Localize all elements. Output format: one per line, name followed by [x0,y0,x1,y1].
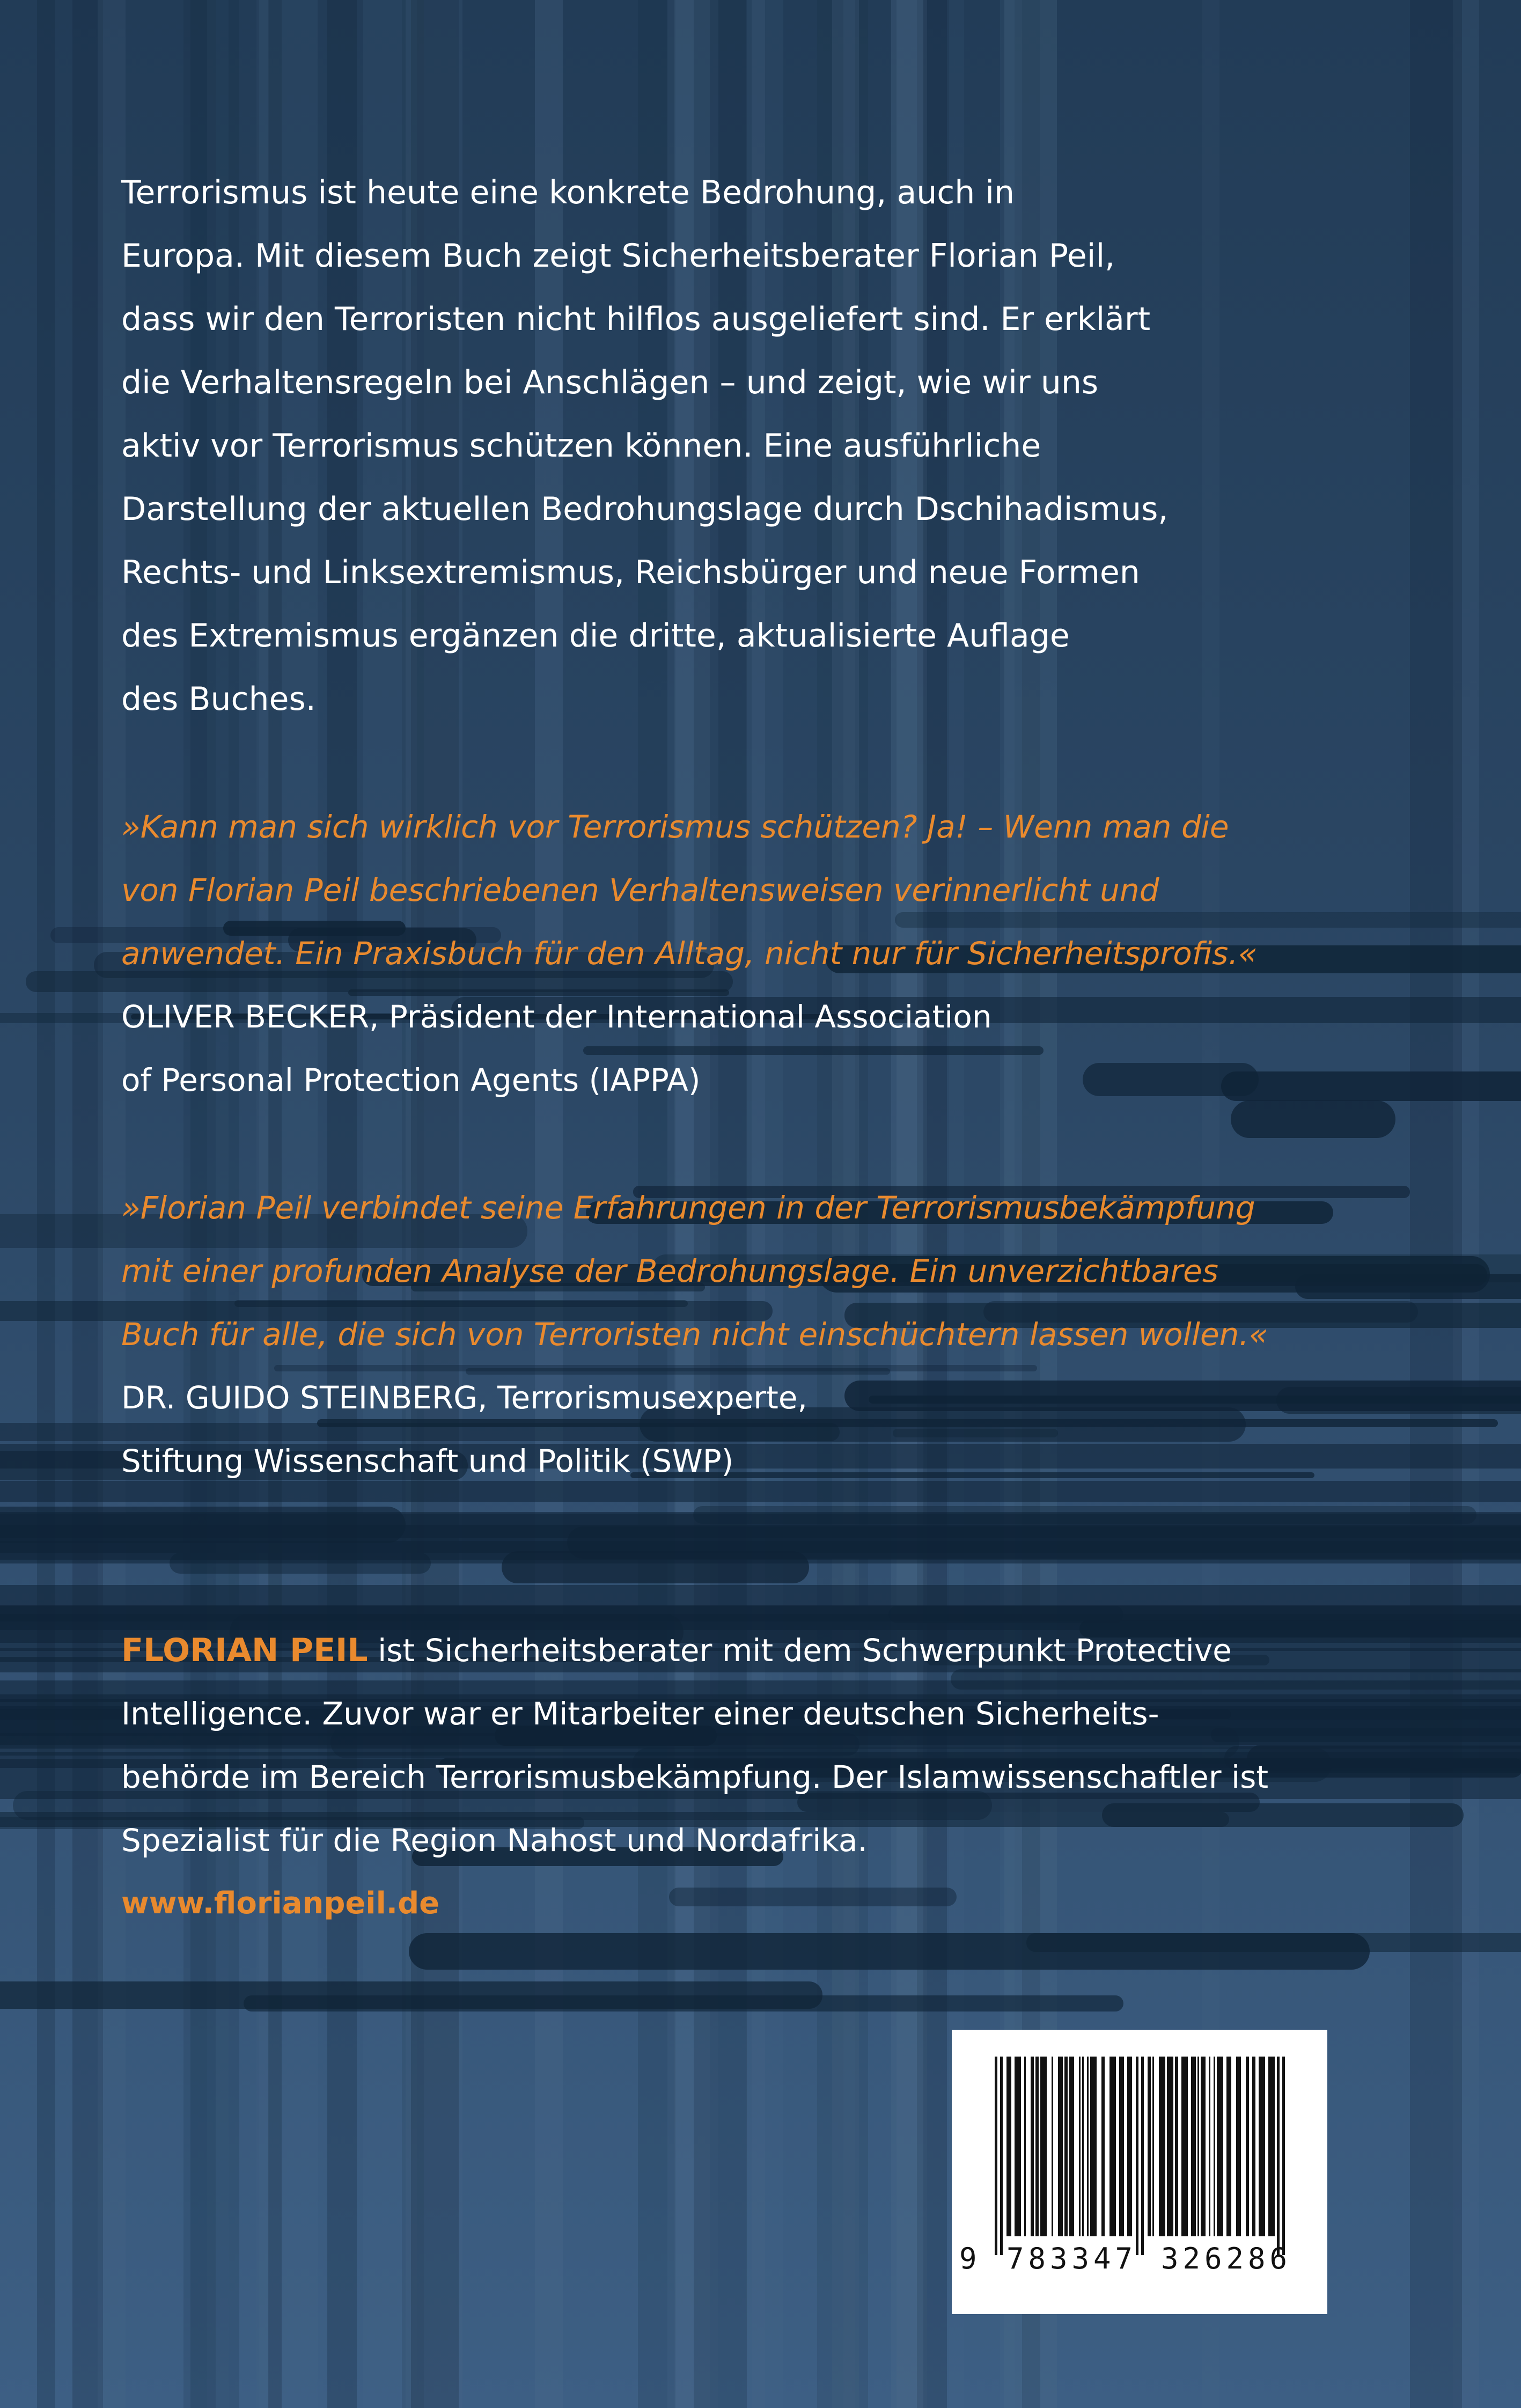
barcode-bar [1090,2057,1097,2236]
isbn-barcode [952,2030,1327,2314]
quote-2 [121,1176,1409,1493]
barcode-bar [1024,2057,1026,2236]
barcode-bar [1252,2057,1255,2236]
author-bio-text: ist Sicherheitsberater mit dem Schwerpunkt Protective Intelligence. Zuvor war er Mitarbeiter einer deutschen Sicherheits- behörde im Bereich Terrorismusbekämpfung. Der Islamwissenschaftler ist Spezialist für die Region Nahost und Nordafrika. [121,1632,1269,1859]
quote-1-text: »Kann man sich wirklich vor Terrorismus schützen? Ja! – Wenn man die von Florian Peil beschriebenen Verhaltensweisen verinnerlicht und anwendet. Ein Praxisbuch für den Alltag, nicht nur für Sicherheitsprofis.« [121,809,1258,972]
barcode-bar [995,2057,997,2255]
book-blurb: Terrorismus ist heute eine konkrete Bedrohung, auch in Europa. Mit diesem Buch zeigt Sicherheitsberater Florian Peil, dass wir den Terroristen nicht hilflos ausgeliefert sind. Er erklärt die Verhaltensregeln bei Anschlägen – und zeigt, wie wir uns aktiv vor Terrorismus schützen können. Eine ausführliche Darstellung der aktuellen Bedrohungslage durch Dschihadismus, Rechts- und Linksextremismus, Reichsbürger und neue Formen des Extremismus ergänzen die dritte, aktualisierte Auflage des Buches. [121,174,1169,718]
barcode-bar [1082,2057,1084,2236]
barcode-bar [1040,2057,1047,2236]
barcode-bar [1058,2057,1063,2236]
barcode-bar [1181,2057,1188,2236]
barcode-bar [1201,2057,1206,2236]
isbn-right-digits: 326286 [1161,2242,1292,2275]
horizontal-brush-stroke [1026,1933,1521,1952]
barcode-bar [1226,2057,1231,2236]
barcode-bar [1031,2057,1034,2236]
barcode-bar [1141,2057,1144,2255]
quote-1-author: OLIVER BECKER [121,999,370,1035]
author-name: FLORIAN PEIL [121,1632,368,1669]
quote-2-text: »Florian Peil verbindet seine Erfahrungen in der Terrorismusbekämpfung mit einer profunden Analyse der Bedrohungslage. Ein unverzichtbares Buch für alle, die sich von Terroristen nicht einschüchtern lassen wollen.« [121,1190,1268,1353]
barcode-bar [1079,2057,1081,2236]
barcode-bar [1015,2057,1021,2236]
barcode-bars [984,2057,1295,2255]
barcode-bar [1209,2057,1210,2236]
barcode-bar [1191,2057,1196,2236]
barcode-bar [1148,2057,1151,2236]
quote-1-attribution [121,985,1409,1112]
quote-2-attribution [121,1366,1409,1493]
barcode-bar [1197,2057,1199,2236]
barcode-bar [1282,2057,1285,2255]
barcode-bar [1069,2057,1074,2236]
barcode-bar [1167,2057,1173,2236]
quote-2-role: , Terrorismusexperte, Stiftung Wissenschaft und Politik (SWP) [121,1379,807,1479]
barcode-bar [1277,2057,1280,2255]
barcode-bar [1236,2057,1241,2236]
barcode-bar [1035,2057,1039,2236]
author-bio [121,1619,1409,1872]
barcode-bar [1268,2057,1275,2236]
vertical-brush-stroke [1410,0,1462,2408]
barcode-bar [1119,2057,1124,2236]
isbn-lead-digit: 9 [959,2242,977,2275]
author-website-link[interactable]: www.florianpeil.de [121,1886,440,1921]
isbn-left-digits: 783347 [1006,2242,1137,2275]
barcode-bar [1087,2057,1089,2236]
barcode-bar [1214,2057,1215,2236]
barcode-bar [1175,2057,1178,2236]
barcode-bar [1064,2057,1068,2236]
vertical-brush-stroke [37,0,55,2408]
quote-2-author: DR. GUIDO STEINBERG [121,1379,478,1416]
barcode-bar [1159,2057,1165,2236]
barcode-bar [1136,2057,1138,2255]
barcode-bar [1152,2057,1154,2236]
barcode-bar [1000,2057,1003,2255]
back-cover-content [121,161,1409,1935]
quote-1-role: , Präsident der International Association of Personal Protection Agents (IAPPA) [121,999,992,1098]
barcode-bar [1246,2057,1249,2236]
barcode-bar [1101,2057,1105,2236]
quote-1 [121,795,1409,1112]
author-bio-block [121,1619,1409,1935]
barcode-bar [1127,2057,1132,2236]
barcode-bar [1006,2057,1011,2236]
barcode-bar [1052,2057,1053,2236]
barcode-bar [1259,2057,1265,2236]
horizontal-brush-stroke [0,1981,822,2009]
barcode-bar [1217,2057,1223,2236]
barcode-bar [1109,2057,1116,2236]
